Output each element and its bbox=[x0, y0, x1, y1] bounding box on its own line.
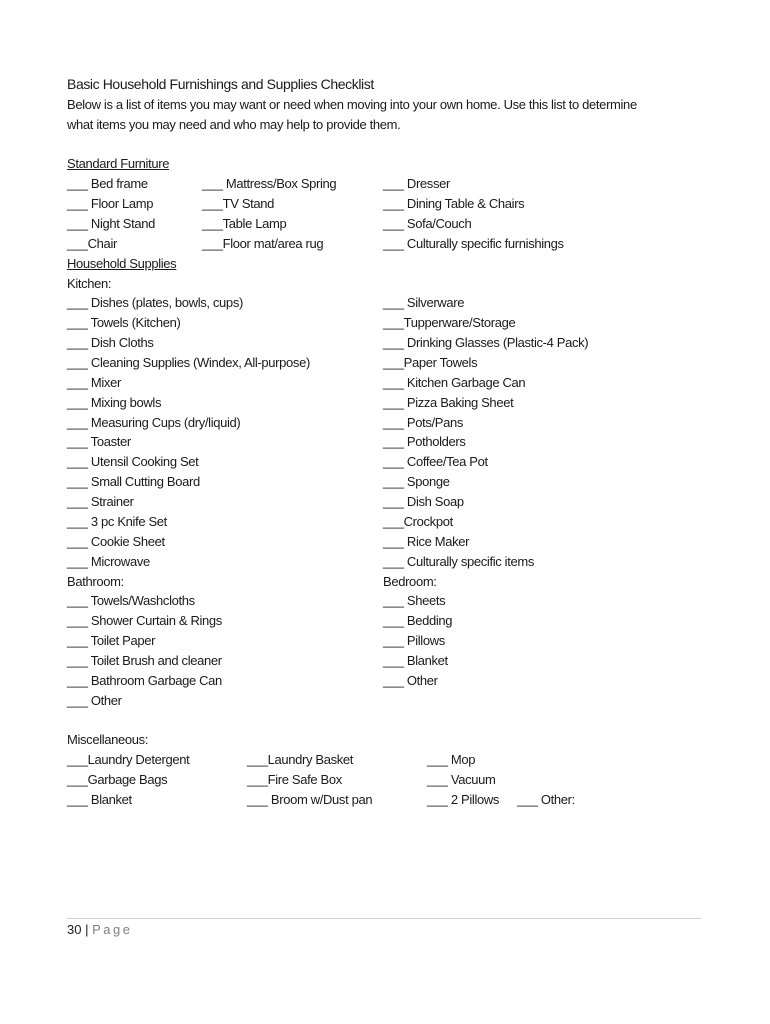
page-word: Page bbox=[92, 922, 133, 937]
checklist-item: ___ Cookie Sheet bbox=[67, 534, 165, 549]
checklist-item: ___ Vacuum bbox=[427, 772, 496, 787]
checklist-item: ___Table Lamp bbox=[202, 216, 287, 231]
intro-text-line-2: what items you may need and who may help to provide them. bbox=[67, 117, 401, 132]
bathroom-label: Bathroom: bbox=[67, 574, 124, 589]
checklist-item: ___ Microwave bbox=[67, 554, 150, 569]
checklist-item: ___Paper Towels bbox=[383, 355, 478, 370]
checklist-item: ___ 2 Pillows bbox=[427, 792, 500, 807]
checklist-item: ___ Other bbox=[383, 673, 438, 688]
checklist-item: ___ Strainer bbox=[67, 494, 134, 509]
checklist-item: ___ Pizza Baking Sheet bbox=[383, 395, 514, 410]
checklist-item: ___ Dishes (plates, bowls, cups) bbox=[67, 295, 243, 310]
standard-furniture-heading: Standard Furniture bbox=[67, 156, 170, 171]
checklist-item: ___ Bed frame bbox=[67, 176, 148, 191]
checklist-item: ___ Mixer bbox=[67, 375, 121, 390]
checklist-item: ___ Bathroom Garbage Can bbox=[67, 673, 222, 688]
checklist-item: ___ Blanket bbox=[383, 653, 448, 668]
checklist-item: ___ 3 pc Knife Set bbox=[67, 514, 167, 529]
checklist-item: ___ Towels (Kitchen) bbox=[67, 315, 181, 330]
checklist-item: ___ Mixing bowls bbox=[67, 395, 162, 410]
checklist-item: ___ Shower Curtain & Rings bbox=[67, 613, 222, 628]
checklist-item: ___ Other: bbox=[517, 792, 575, 807]
page-footer bbox=[67, 920, 132, 940]
kitchen-label: Kitchen: bbox=[67, 276, 112, 291]
household-supplies-heading: Household Supplies bbox=[67, 256, 177, 271]
checklist-item: ___ Blanket bbox=[67, 792, 132, 807]
checklist-item: ___ Dining Table & Chairs bbox=[383, 196, 525, 211]
checklist-item: ___TV Stand bbox=[202, 196, 275, 211]
footer-divider bbox=[67, 918, 701, 919]
checklist-item: ___Laundry Basket bbox=[247, 752, 354, 767]
checklist-item: ___Laundry Detergent bbox=[67, 752, 190, 767]
checklist-item: ___Crockpot bbox=[383, 514, 453, 529]
intro-text-line-1: Below is a list of items you may want or need when moving into your own home. Use this list to determine bbox=[67, 97, 637, 112]
checklist-item: ___Chair bbox=[67, 236, 117, 251]
checklist-item: ___ Culturally specific items bbox=[383, 554, 534, 569]
document-title: Basic Household Furnishings and Supplies Checklist bbox=[67, 76, 374, 92]
checklist-item: ___ Night Stand bbox=[67, 216, 155, 231]
checklist-item: ___ Small Cutting Board bbox=[67, 474, 200, 489]
checklist-item: ___ Other bbox=[67, 693, 122, 708]
checklist-item: ___ Coffee/Tea Pot bbox=[383, 454, 488, 469]
checklist-item: ___ Toilet Paper bbox=[67, 633, 156, 648]
bedroom-label: Bedroom: bbox=[383, 574, 437, 589]
checklist-item: ___ Drinking Glasses (Plastic-4 Pack) bbox=[383, 335, 589, 350]
checklist-item: ___ Dish Cloths bbox=[67, 335, 154, 350]
checklist-item: ___ Mattress/Box Spring bbox=[202, 176, 337, 191]
checklist-item: ___ Bedding bbox=[383, 613, 453, 628]
checklist-item: ___ Pillows bbox=[383, 633, 445, 648]
checklist-item: ___ Silverware bbox=[383, 295, 465, 310]
checklist-item: ___ Toilet Brush and cleaner bbox=[67, 653, 222, 668]
checklist-item: ___Tupperware/Storage bbox=[383, 315, 516, 330]
checklist-item: ___ Mop bbox=[427, 752, 476, 767]
footer-separator: | bbox=[85, 922, 89, 937]
miscellaneous-label: Miscellaneous: bbox=[67, 732, 149, 747]
checklist-item: ___Floor mat/area rug bbox=[202, 236, 324, 251]
checklist-item: ___ Kitchen Garbage Can bbox=[383, 375, 526, 390]
checklist-item: ___ Cleaning Supplies (Windex, All-purpose) bbox=[67, 355, 310, 370]
checklist-item: ___Fire Safe Box bbox=[247, 772, 342, 787]
checklist-item: ___ Pots/Pans bbox=[383, 415, 464, 430]
page-number: 30 bbox=[67, 922, 82, 937]
checklist-item: ___ Rice Maker bbox=[383, 534, 470, 549]
checklist-item: ___ Utensil Cooking Set bbox=[67, 454, 199, 469]
checklist-item: ___ Culturally specific furnishings bbox=[383, 236, 564, 251]
checklist-item: ___Garbage Bags bbox=[67, 772, 168, 787]
checklist-item: ___ Sponge bbox=[383, 474, 450, 489]
checklist-item: ___ Dish Soap bbox=[383, 494, 464, 509]
checklist-item: ___ Sofa/Couch bbox=[383, 216, 472, 231]
checklist-item: ___ Dresser bbox=[383, 176, 450, 191]
checklist-item: ___ Floor Lamp bbox=[67, 196, 154, 211]
checklist-item: ___ Sheets bbox=[383, 593, 446, 608]
checklist-item: ___ Towels/Washcloths bbox=[67, 593, 195, 608]
checklist-item: ___ Measuring Cups (dry/liquid) bbox=[67, 415, 241, 430]
checklist-item: ___ Broom w/Dust pan bbox=[247, 792, 373, 807]
checklist-item: ___ Potholders bbox=[383, 434, 466, 449]
checklist-item: ___ Toaster bbox=[67, 434, 131, 449]
